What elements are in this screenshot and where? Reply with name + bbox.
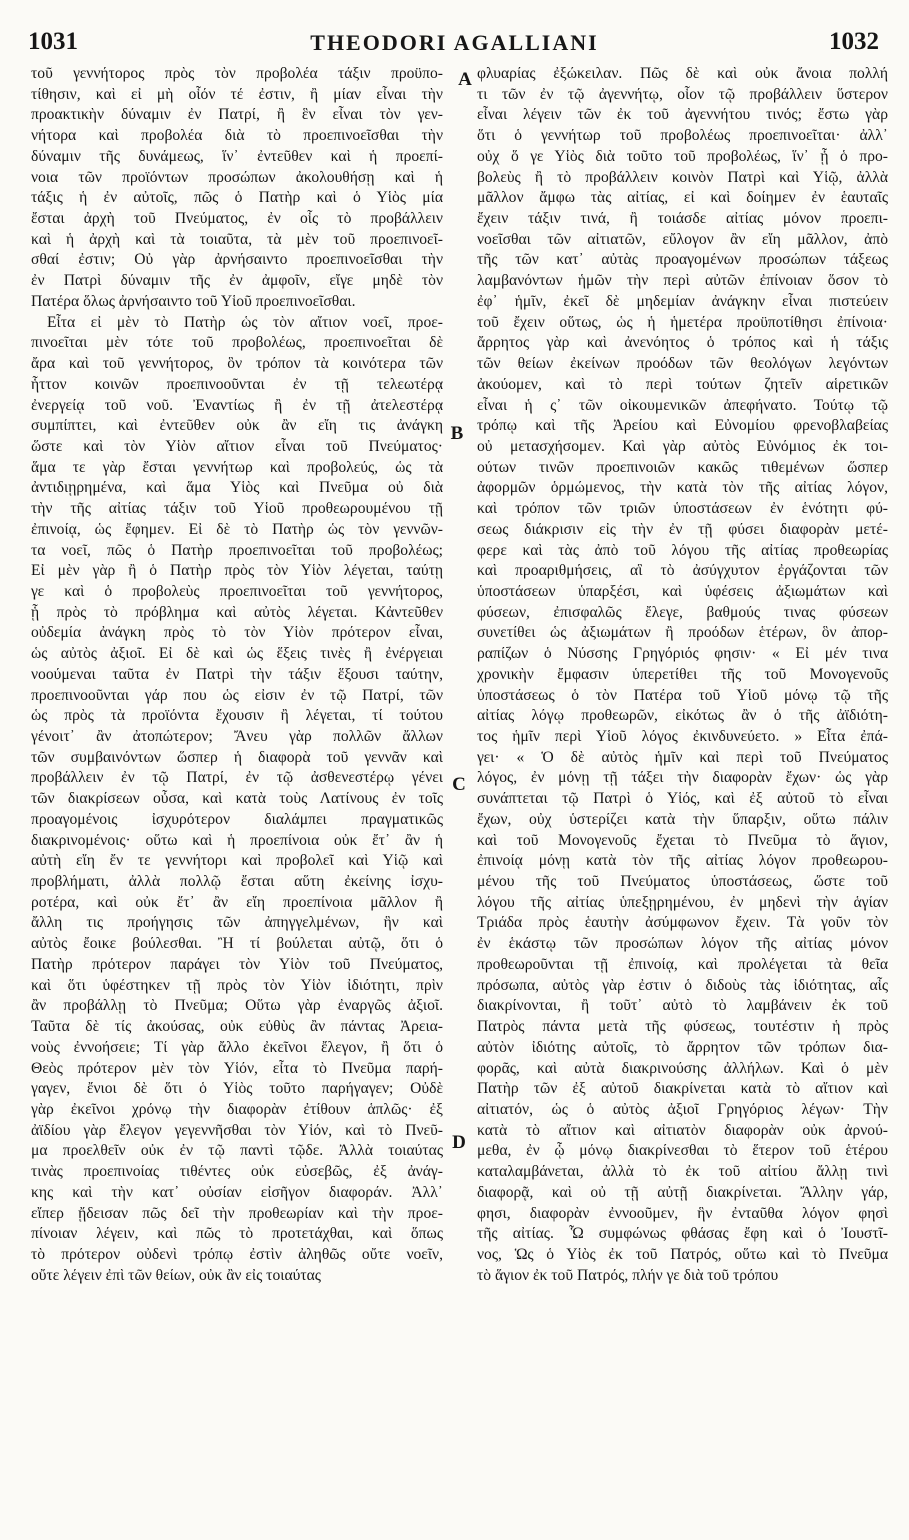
text-line: νος, Ὡς ὁ Υἱὸς ἐκ τοῦ Πατρός, οὕτω καὶ τὸ Πνεῦμα [477,1245,888,1263]
text-line: ἐνεργείᾳ τοῦ νοῦ. Ἐναντίως ἢ ἐν τῇ ἀτελεστέρᾳ [31,396,443,414]
text-line: φλυαρίας ἐξώκειλαν. Πῶς δὲ καὶ οὐκ ἄνοια πολλή [477,65,888,82]
text-line: λόγος, ἐν μόνῃ τῇ τάξει τὴν διαφορὰν ἔχων· ὡς γὰρ [477,769,888,787]
text-line: αὐτὸς ἔοικε βούλεσθαι. Ἢ τί βούλεται αὐτῷ, ὅτι ὁ [31,935,443,953]
text-line: ἀφορμῶν ὁρμώμενος, τὴν κατὰ τὸν τῆς αἰτίας λόγον, [477,479,888,497]
text-line: ᾗ πρὸς τὸ πρόβλημα καὶ αὐτὸς λέγεται. Κἀντεῦθεν [31,603,443,621]
text-line: τος ἡμῖν περὶ Υἱοῦ λόγος ἐκινδυνεύετο. » Εἶτα ἐπά- [477,728,888,745]
text-line: ἀκούομεν, καὶ τὸ περὶ τούτων ζητεῖν αἱρετικῶν [477,375,888,393]
text-line: νήτορα καὶ προβολέα διὰ τὸ προεπινοεῖσθαι τὴν [31,127,443,145]
text-line: ἔχων, οὐχ ὑστερίζει κατὰ τὴν ὕπαρξιν, οὕτω πάλιν [477,810,888,828]
running-header [0,26,909,60]
text-line: Εἶτα εἰ μὲν τὸ Πατὴρ ὡς τὸν αἴτιον νοεῖ, προε- [47,313,443,331]
text-line: ἐν ἑκάστῳ τῶν προσώπων λόγον τῆς αἰτίας μόνον [477,935,888,953]
text-line: ἧττον κοινῶν προεπινοοῦνται ἐν τῇ τελεωτέρᾳ [31,375,443,393]
text-line: προεπινοοῦνται γάρ που ὡς εἰσιν ἐν τῷ Πατρί, τῶν [31,686,443,704]
text-line: λόγου τῆς αἰτίας ὑπεξῃρημένου, ἐν μηδενὶ τὴν ἁγίαν [477,893,888,911]
text-line: ἐπινοίᾳ, ὡς ἔφημεν. Εἰ δὲ τὸ Πατὴρ ὡς τὸν γεννῶν- [31,520,443,538]
text-line: προακτικὴν δύναμιν ἐν Πατρί, ἢ ἓν εἶναι τὸν γεν- [31,106,443,124]
text-line: καταλαμβάνεται, ἀλλὰ τὸ ἐκ τοῦ αἰτίου ἄλλῃ τινὶ [477,1163,888,1181]
text-line: σεως διάκρισιν εἰς τὴν ἐν τῇ φύσει διαφορὰν μετέ- [477,520,888,538]
left-column [31,64,443,1286]
text-line: Τριάδα πρὸς ἑαυτὴν ἀσύμφωνον ἔχειν. Τὰ γοῦν τὸν [477,914,888,932]
text-line: ὥστε καὶ τὸν Υἱὸν αἴτιον εἶναι τοῦ Πνεύματος· [31,437,443,455]
text-line: τοῦ ἔχειν οὕτως, ὡς ἡ ἡμετέρα προϋποτίθησι ἐπίνοια· [477,313,888,331]
text-line: εἶναι ἡ ς᾽ τῶν οἰκουμενικῶν ἀπεφήνατο. Τούτῳ τῷ [477,396,888,414]
text-line: τὸ ἅγιον ἐκ τοῦ Πατρός, πλήν γε διὰ τοῦ τρόπου [477,1266,779,1284]
text-line: πίνοιαν λέγειν, καὶ πῶς τὸ προτετάχθαι, καὶ ὅπως [31,1225,443,1243]
text-line: νοεῖσθαι τῶν αἰτιατῶν, εὔλογον ἂν εἴη μᾶλλον, ἀπὸ [477,230,888,248]
text-line: μα προελθεῖν οὐκ ἐν τῷ παντὶ τῷδε. Ἀλλὰ τοιαύτας [31,1142,443,1160]
text-line: κης καὶ τὴν κατ᾽ οὐσίαν εἰσῆγον διαφοράν. Ἀλλ᾽ [31,1183,443,1201]
margin-marker-c: C [452,774,466,795]
text-line: σθαί ἐστιν; Οὐ γὰρ ἀρνήσαιντο προεπινοεῖσθαι τὴν [31,251,443,269]
text-line: βολεὺς ἢ τὸ προβάλλειν κοινὸν Πατρὶ καὶ Υἱῷ, ἀλλὰ [477,168,888,186]
text-line: φησι, διαφορὰν ἐννοοῦμεν, ἣν ἐνταῦθα λόγον φησὶ [477,1204,888,1222]
text-line: κατὰ τὸ αἴτιον καὶ αἰτιατὸν διαφορὰν οὐκ ἀρνού- [477,1121,888,1139]
text-line: αὐτὸν ἰδιότης αὐτοῖς, τὸ ἄρρητον τῶν τρόπων δια- [477,1038,888,1056]
text-line: φερε καὶ τὰς ἀπὸ τοῦ λόγου τῆς αἰτίας προθεωρίας [477,541,888,559]
text-line: ἄρρητος γὰρ καὶ ἀνενόητος ὁ τρόπος καὶ ἡ τάξις [477,334,888,352]
right-column [477,64,888,1286]
text-line: διακρίνονται, ἢ τοῦτ᾽ αὐτὸ τὸ λαμβάνειν ἐκ τοῦ [477,997,888,1015]
text-line: ἂν προβάλλῃ τὸ Πνεῦμα; Οὕτω γὰρ ἐναργῶς ἀξιοῖ. [31,997,443,1015]
text-line: ούτων τινῶν προεπινοιῶν κακῶς τιθεμένων ὥσπερ [477,458,888,476]
text-line: ἄλλη τις προήγησις τῶν ἀπηγγελμένων, ἣν καὶ [31,914,443,932]
text-line: γένοιτ᾽ ἂν ἀτοπώτερον; Ἄνευ γὰρ πολλῶν ἄλλων [31,728,443,745]
text-line: γαγεν, ἔνιοι δὲ ὅτι ὁ Υἱὸς τοῦτο παρήγαγεν; Οὐδὲ [31,1080,443,1098]
text-line: Εἰ μὲν γὰρ ἢ ὁ Πατὴρ πρὸς τὸν Υἱὸν λέγεται, ταύτῃ [31,562,443,580]
text-line: ἔχειν τάξιν τινά, ἢ τοιάσδε αἰτίας μόνον προεπι- [477,210,888,228]
text-line: μένου τῆς τοῦ Πνεύματος ὑποστάσεως, ὥστε τοῦ [477,873,888,891]
text-line: δύναμιν τῆς δυνάμεως, ἵν᾽ ἐντεῦθεν καὶ ἡ προεπί- [31,147,443,165]
text-line: τοῦ γεννήτορος πρὸς τὸν προβολέα τάξιν προϋπο- [31,65,443,82]
text-line: τίθησιν, καὶ εἰ μὴ οἷόν τέ ἐστιν, ἢ μίαν εἶναι τὴν [31,85,443,103]
text-line: φορᾶς, καὶ αὐτὰ διακρινούσης ἀλλήλων. Καὶ ὁ μὲν [477,1059,888,1077]
text-line: αἰτίας λόγῳ προθεωρῶν, εἰκότως ἂν ὁ τῆς ἀϊδιότη- [477,707,888,725]
text-line: ἐν Πατρὶ δύναμιν τῆς ἐν ἀμφοῖν, εἴγε μηδὲ τὸν [31,272,443,290]
text-line: τὸ πρότερον οὐδενὶ τρόπῳ ἐστὶν ἀληθῶς οὔτε νοεῖν, [31,1245,443,1263]
text-line: ἀντιδιῃρημένα, καὶ ἅμα Υἱὸς καὶ Πνεῦμα οὐ διὰ [31,479,443,497]
text-line: λαμβανόντων ἡμῶν τὴν περὶ αὐτῶν ἐπίνοιαν ὅσον τὸ [477,272,888,290]
text-line: καὶ τρόπον τῶν τριῶν ὑποστάσεων ἐν ἑνότητι φύ- [477,500,888,518]
text-line: ροτέρα, καὶ οὐκ ἔτ᾽ ἂν εἴη προεπίνοια μᾶλλον ἢ [31,893,443,911]
text-line: τῆς τῶν κατ᾽ αὐτὰς προαγομένων προσώπων τάξεως [477,251,888,269]
text-line: ἀϊδίου γὰρ ἔλεγον γεγεννῆσθαι τὸν Υἱόν, καὶ τὸ Πνεῦ- [31,1121,443,1139]
text-line: τα νοεῖ, πῶς ὁ Πατὴρ προεπινοεῖται τοῦ προβολέως; [31,541,443,559]
text-line: γει· « Ὁ δὲ αὐτὸς ἡμῖν καὶ περὶ τοῦ Πνεύματος [477,748,888,766]
text-line: οὐ μετασχήσομεν. Καὶ γὰρ αὐτὸς Εὐνόμιος ἐκ τοι- [477,437,888,455]
text-line: γε καὶ ὁ προβολεὺς προεπινοεῖται τοῦ γεννήτορος, [31,582,443,600]
text-line: εἶναι λέγειν τῶν ἐκ τοῦ ἀγεννήτου τινός; ἔστω γὰρ [477,106,888,124]
text-line: αἰτιατόν, ὡς ὁ αὐτὸς ἀξιοῖ Γρηγόριος λέγων· Τὴν [477,1100,888,1118]
text-line: ἅμα τε γὰρ ἔσται γεννήτωρ καὶ προβολεύς, ὡς τὰ [31,458,443,476]
text-line: ὡς πρὸς τὰ προϊόντα ἔχουσιν ἢ λέγεται, τί τούτου [31,707,443,725]
text-line: Πατὴρ τῶν ἐξ αὐτοῦ διακρίνεται κατὰ τὸ αἴτιον καὶ [477,1080,888,1098]
text-line: τι τῶν ἐν τῷ ἀγεννήτῳ, οἷον τῷ προβάλλειν ὕστερον [477,85,888,103]
text-line: Ταῦτα δὲ τίς ἀκούσας, οὐκ εὐθὺς ἂν πάντας Ἀρεια- [31,1018,443,1036]
text-line: τῶν διακρίσεων οὖσα, καὶ κατὰ τοὺς Λατίνους ἐν τοῖς [31,790,443,808]
text-line: ὑποστάσεων ὑπαρξέσι, καὶ ὑφέσεις ἀξιωμάτων καὶ [477,582,888,600]
text-line: προβλήματι, ἀλλὰ πολλῷ ἔσται αὕτη ἐκείνης ἰσχυ- [31,873,443,891]
text-line: ἔσται ἀρχὴ τοῦ Πνεύματος, ἐν οἷς τὸ προβάλλειν [31,210,443,228]
text-line: Πατὴρ πρότερον παράγει τὸν Υἱὸν τοῦ Πνεύματος, [31,955,443,973]
text-line: καὶ προαριθμήσεις, αἳ τὸ ἀσύγχυτον ἐργάζονται τῶν [477,562,888,580]
margin-marker-a: A [458,69,472,90]
text-line: συμπίπτει, καὶ ἐντεῦθεν οὐκ ἂν εἴη τις ἀνάγκη [31,417,443,435]
text-line: ραπίζων ὁ Νύσσης Γρηγόριός φησιν· « Εἰ μέν τινα [477,645,888,663]
text-line: ἐφ᾽ ἡμῖν, ἐκεῖ δὲ μηδεμίαν ἀνάγκην εἶναι πιστεύειν [477,292,888,310]
text-line: τρόπῳ καὶ τῆς Ἀρείου καὶ Εὐνομίου φρενοβλαβείας [477,417,888,435]
text-line: τῶν θείων ἐκείνων προόδων τῶν θεολόγων λεγόντων [477,355,888,373]
text-line: τινὰς προεπινοίας τιθέντες οὐκ εὐσεβῶς, ἐξ ἀνάγ- [31,1163,443,1181]
text-line: καὶ ἡ ἀρχὴ καὶ τὰ τοιαῦτα, τὰ μὲν τοῦ προεπινοεῖ- [31,230,443,248]
text-line: διαφορᾷ, καὶ οὐ τῇ αὐτῇ διακρίνεται. Ἄλλην γάρ, [477,1183,888,1201]
text-line: νοὺς ἐννοήσειε; Τί γὰρ ἄλλο ἐκεῖνοι ἔλεγον, ἢ ὅτι ὁ [31,1038,443,1056]
margin-marker-d: D [452,1132,466,1153]
text-line: μᾶλλον ἄμφω τὰς αἰτίας, εἰ καὶ δοίημεν ἐν ἑαυταῖς [477,189,888,207]
text-line: τῆς αἰτίας. Ὧ συμφώνως φθάσας ἔφη καὶ ὁ Ἰουστῖ- [477,1225,888,1243]
text-line: ὑποστάσεως ὁ τὸν Πατέρα τοῦ Υἱοῦ μόνῳ τῷ τῆς [477,686,888,704]
text-line: χρονικὴν ἔμφασιν ὑπερετίθει τῆς τοῦ Μονογενοῦς [477,665,888,683]
text-line: Πατρὸς πάντα μετὰ τῆς φύσεως, τουτέστιν ἡ πρὸς [477,1018,888,1036]
text-line: καὶ ὅτι ὑφέστηκεν τῇ πρὸς τὸν Υἱὸν ἰδιότητι, πρὶν [31,976,443,994]
text-line: νοούμεναι ταῦτα ἐν Πατρὶ τὴν τάξιν ἕξουσι ταύτην, [31,665,443,683]
text-line: τῶν συμβαινόντων ὥσπερ ἡ διαφορὰ τοῦ γεννᾶν καὶ [31,748,443,766]
text-line: οὐχ ὅ γε Υἱὸς διὰ τοῦτο τοῦ προβολέως, ἵν᾽ ᾖ ὁ προ- [477,147,888,165]
margin-marker-b: B [450,423,464,444]
text-line: εἴπερ ᾔδεισαν πῶς δεῖ τὴν προθεωρίαν καὶ τὴν προε- [31,1204,443,1222]
text-line: συνάπτεται τῷ Πατρὶ ὁ Υἱός, καὶ ἐξ αὐτοῦ τὸ εἶναι [477,790,888,808]
text-line: φύσεων, ἐπισφαλῶς ἔλεγε, βαθμούς τινας φύσεων [477,603,888,621]
text-line: ὡς αὐτὸς ἀξιοῖ. Εἰ δὲ καὶ ὡς ἕξεις τινὲς ἢ ἐνέργειαι [31,645,443,663]
page-number-right: 1032 [829,28,879,55]
text-line: πρόσωπα, αὐτὸς γὰρ ἐστιν ὁ διδοὺς τὰς ἰδιότητας, αἷς [477,976,888,994]
text-line: προθεωροῦνται τῇ ἐπινοίᾳ, καὶ προλέγεται τὰ θεῖα [477,955,888,973]
text-line: γὰρ ἐκεῖνοι χρόνῳ τὴν διαφορὰν ἐτίθουν ἁπλῶς· ἐξ [31,1100,443,1118]
running-title: THEODORI AGALLIANI [310,30,599,55]
text-line: Θεὸς πρότερον μὲν τὸν Υἱόν, εἶτα τὸ Πνεῦμα παρή- [31,1059,443,1077]
text-line: νοια τῶν προϊόντων προσώπων ἀκολουθήσῃ καὶ ἡ [31,168,443,186]
text-line: καὶ τοῦ Μονογενοῦς ἔχεται τὸ Πνεῦμα τὸ ἅγιον, [477,831,888,849]
text-line: ὅτι ὁ γεννήτωρ τοῦ προβολέως προεπινοεῖται· ἀλλ᾽ [477,127,888,145]
text-line: ἐπινοίᾳ μόνῃ κατὰ τὸν τῆς αἰτίας λόγον προθεωρου- [477,852,888,870]
text-line: διακρινομένοις· οὕτω καὶ ἡ προεπίνοια οὐκ ἔτ᾽ ἂν ἡ [31,831,443,849]
text-line: πινοεῖται μὲν τότε τοῦ προβολέως, προεπινοεῖται δὲ [31,334,443,352]
text-line: προαγομένοις ἰσχυρότερον διαλάμπει πραγματικῶς [31,810,443,828]
text-line: τὴν τῆς αἰτίας τάξιν τοῦ Υἱοῦ προθεωρουμένου τῇ [31,500,443,518]
text-line: αὐτὴ εἴη ἔν τε γεννήτορι καὶ προβολεῖ καὶ Υἱῷ καὶ [31,852,443,870]
text-line: ἄρα καὶ τοῦ γεννήτορος, ὃν τρόπον τὰ κοινότερα τῶν [31,355,443,373]
text-line: τάξις ἡ ἐν αὐτοῖς, πῶς ὁ Πατὴρ καὶ ὁ Υἱὸς μία [31,189,443,207]
text-line: συνετίθει ὡς ἀξιωμάτων ἢ προόδων ἑτέρων, ὃν ἀπορ- [477,624,888,642]
text-line: οὔτε λέγειν ἐπὶ τῶν θείων, οὐκ ἂν εἰς τοιαύτας [31,1266,321,1284]
text-line: οὐδεμία ἀνάγκη πρὸς τὸ τὸν Υἱὸν πρότερον εἶναι, [31,624,443,642]
text-line: μεθα, ἐν ᾧ μόνῳ διακρίνεσθαι τὸ ἕτερον τοῦ ἑτέρου [477,1142,888,1160]
text-line: προβάλλειν ἐν τῷ Πατρί, ἐν τῷ ἀσθενεστέρῳ γένει [31,769,443,787]
text-line: Πατέρα ὅλως ἀρνήσαιντο τοῦ Υἱοῦ προεπινοεῖσθαι. [31,292,356,310]
page-number-left: 1031 [28,28,78,55]
